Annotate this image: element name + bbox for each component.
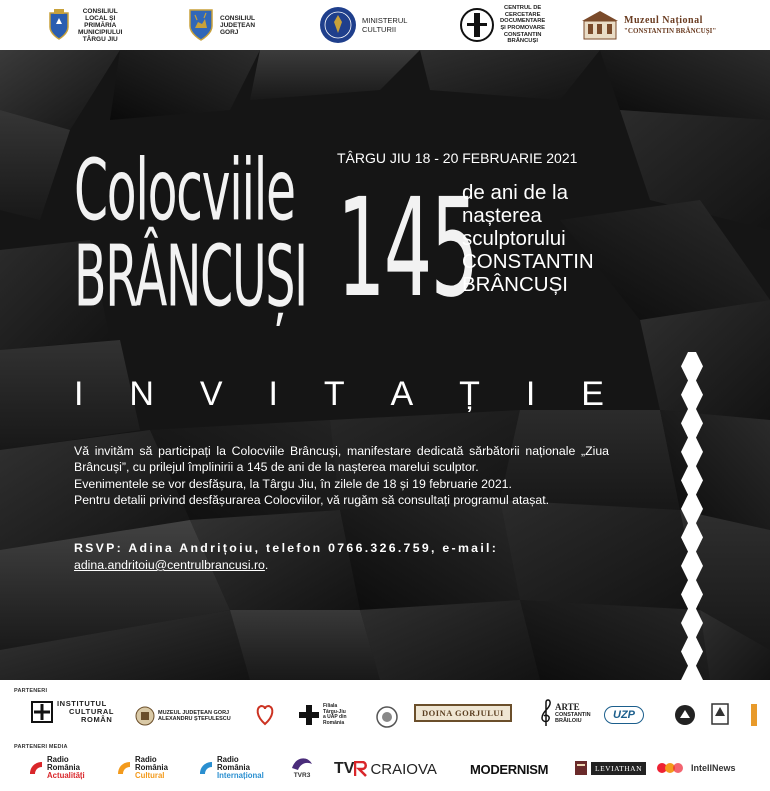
subtitle-line: sculptorului (462, 227, 566, 250)
intellnews-logo: IntellNews (656, 760, 736, 776)
heading-letter: Ț (459, 375, 480, 413)
arte-braila-logo: ARTE CONSTANTIN BRĂILOIU (540, 698, 591, 728)
radio-wave-icon (198, 760, 214, 776)
anniversary-number: 145 (337, 170, 478, 328)
muzeul-gorj-logo: MUZEUL JUDEȚEAN GORJ ALEXANDRU ȘTEFULESCU (135, 706, 231, 726)
heading-letter: E (581, 375, 604, 413)
logo-text: CONSILIUL LOCAL ȘI PRIMĂRIA MUNICIPIULUI TÂRGU JIU (78, 7, 123, 43)
logo-text: Muzeul Național "CONSTANTIN BRÂNCUȘI" (624, 14, 717, 35)
header-logos (0, 0, 770, 50)
heading-letter: T (323, 375, 345, 413)
ministry-seal-icon (318, 6, 358, 44)
partners-label: PARTENERI (14, 688, 48, 694)
treble-clef-icon (540, 698, 552, 728)
partner-shield-logo (710, 702, 730, 728)
partners-section (0, 680, 770, 791)
radio-actualitati-logo: Radio România Actualități (28, 756, 85, 780)
uap-targu-jiu-logo: Filiala Târgu-Jiu a UAP din România (298, 704, 347, 726)
heading-letter: A (390, 375, 414, 413)
tvr-r-icon (354, 761, 368, 777)
subtitle-line: BRÂNCUȘI (462, 273, 568, 296)
title-colocviile: Colocviile (74, 142, 295, 241)
body-paragraph: Vă invităm să participați la Colocviile Brâncuși, manifestare dedicată sărbătorii naționale „Ziua Brâncuși”, cu prilejul împlinirii a 145 de ani de la nașterea marelui sculptor. (74, 444, 609, 475)
doina-gorjului-logo: DOINA GORJULUI (414, 704, 512, 722)
radio-wave-icon (116, 760, 132, 776)
consiliul-judetean-logo (186, 2, 255, 48)
coat-of-arms-icon (44, 6, 74, 44)
hero-panel (0, 50, 770, 680)
intellnews-dots-icon (656, 760, 688, 776)
event-date-location: TÂRGU JIU 18 - 20 FEBRUARIE 2021 (337, 150, 578, 166)
muzeul-national-logo (580, 2, 716, 48)
icr-logo: INSTITUTUL CULTURAL ROMÂN (30, 700, 114, 724)
heading-letter: I (525, 375, 536, 413)
uzp-logo: UZP (604, 706, 644, 724)
tvr-swirl-icon (290, 754, 314, 772)
red-emblem-logo (254, 700, 276, 728)
uap-cross-icon (298, 704, 320, 726)
museum-seal-icon (135, 706, 155, 726)
red-heart-icon (254, 700, 276, 728)
body-paragraph: Pentru detalii privind desfășurarea Colocviilor, vă rugăm să consultați programul atașat. (74, 492, 550, 507)
subtitle-line: CONSTANTIN (462, 250, 594, 273)
leviathan-logo: LEVIATHAN (574, 760, 646, 776)
media-partners-label: PARTENERI MEDIA (14, 744, 68, 750)
invitation-body (74, 443, 609, 508)
orange-mark-icon (746, 702, 762, 728)
shield-icon (710, 702, 730, 728)
heading-letter: I (268, 375, 278, 413)
centrul-cercetare-logo (458, 2, 545, 48)
partner-orange-logo (746, 702, 762, 728)
tvr-craiova-logo: TV CRAIOVA (334, 760, 437, 778)
logo-text: MINISTERUL CULTURII (362, 16, 408, 34)
brancusi-circle-icon (458, 6, 496, 44)
radio-cultural-logo: Radio România Cultural (116, 756, 168, 780)
subtitle-line: de ani de la (462, 181, 569, 204)
endless-column-icon (680, 352, 704, 680)
tvr3-logo: TVR3 (290, 754, 314, 779)
title-brancusi: BRÂNCUȘI (74, 228, 307, 327)
black-seal-icon (674, 704, 696, 726)
deer-shield-icon (186, 6, 216, 44)
round-emblem-logo (376, 706, 398, 728)
radio-international-logo: Radio România Internațional (198, 756, 264, 780)
invitation-heading (74, 375, 604, 414)
heading-letter: I (74, 375, 84, 413)
subtitle-line: nașterea (462, 204, 542, 227)
partner-seal-logo (674, 704, 696, 726)
heading-letter: N (129, 375, 154, 413)
ministerul-culturii-logo (318, 2, 407, 48)
icr-cross-icon (30, 700, 54, 724)
heading-letter: V (199, 375, 223, 413)
leviathan-book-icon (574, 760, 588, 776)
round-emblem-icon (376, 706, 398, 728)
logo-text: CONSILIUL JUDEȚEAN GORJ (220, 14, 256, 36)
rsvp-email-link[interactable]: adina.andritoiu@centrulbrancusi.ro. (74, 558, 269, 572)
consiliul-local-logo (44, 2, 122, 48)
body-paragraph: Evenimentele se vor desfășura, la Târgu Jiu, în zilele de 18 și 19 februarie 2021. (74, 476, 512, 491)
modernism-logo: MODERNISM (470, 762, 549, 777)
radio-wave-icon (28, 760, 44, 776)
logo-text: CENTRUL DE CERCETARE DOCUMENTARE ȘI PROMOVARE CONSTANTIN BRÂNCUȘI (500, 5, 546, 45)
rsvp-line: RSVP: Adina Andrițoiu, telefon 0766.326.759, e-mail: (74, 541, 499, 555)
museum-building-icon (580, 6, 620, 44)
